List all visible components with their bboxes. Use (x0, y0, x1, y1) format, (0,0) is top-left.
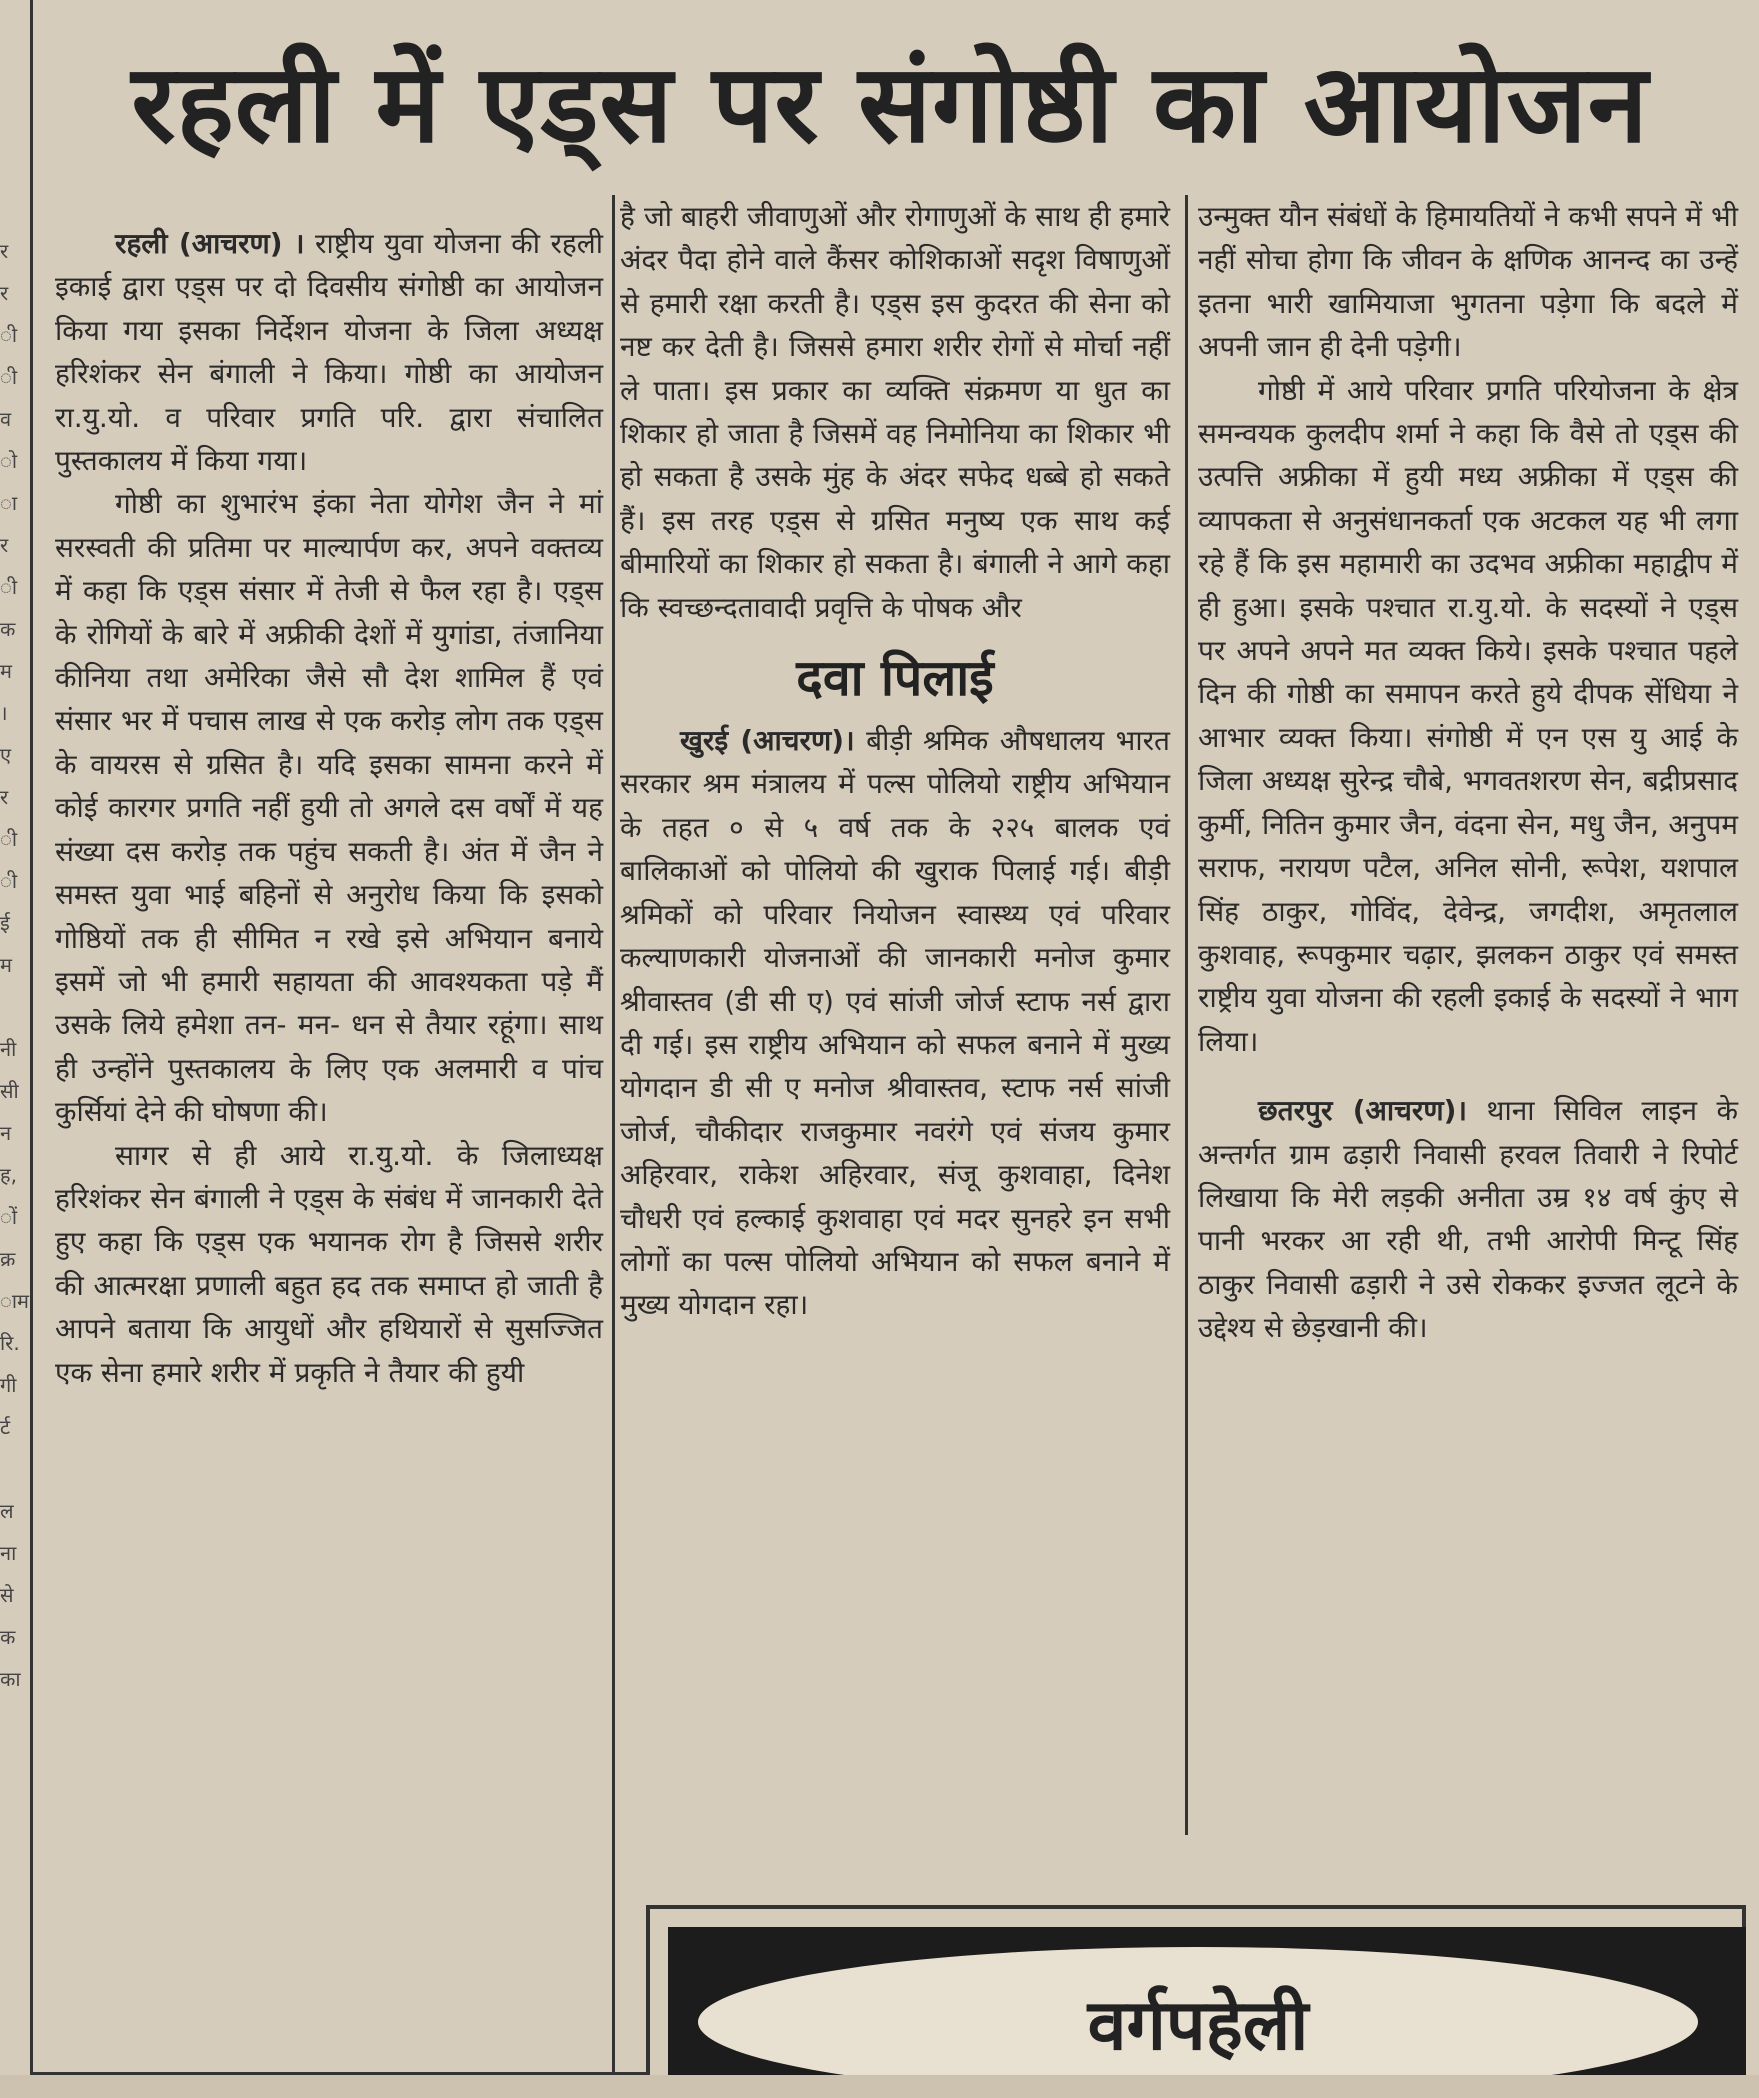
stub-fragment: । (0, 701, 8, 725)
paragraph: है जो बाहरी जीवाणुओं और रोगाणुओं के साथ ही हमारे अंदर पैदा होने वाले कैंसर कोशिकाओं सदृश विषाणुओं से हमारी रक्षा करती है। एड्स इस कुदरत की सेना को नष्ट कर देती है। जिससे हमारा शरीर रोगों से मोर्चा नहीं ले पाता। इस प्रकार का व्यक्ति संक्रमण या धुत का शिकार हो जाता है जिसमें वह निमोनिया का शिकार भी हो सकता है उसके मुंह के अंदर सफेद धब्बे हो सकते हैं। इस तरह एड्स से ग्रसित मनुष्य एक साथ कई बीमारियों का शिकार हो सकता है। बंगाली ने आगे कहा कि स्वच्छन्दतावादी प्रवृत्ति के पोषक और (620, 200, 1170, 624)
stub-fragment: ो (0, 449, 18, 473)
stub-fragment: ी (0, 365, 18, 389)
stub-fragment: नी (0, 1037, 17, 1061)
bottom-edge (0, 2075, 1759, 2098)
paragraph: गोष्ठी का शुभारंभ इंका नेता योगेश जैन ने मां सरस्वती की प्रतिमा पर माल्यार्पण कर, अपने वक्तव्य में कहा कि एड्स संसार में तेजी से फैल रहा है। एड्स के रोगियों के बारे में अफ्रीकी देशों में युगांडा, तंजानिया कीनिया तथा अमेरिका जैसे सौ देश शामिल हैं एवं संसार भर में पचास लाख से एक करोड़ लोग तक एड्स के वायरस से ग्रसित है। यदि इसका सामना करने में कोई कारगर प्रगति नहीं हुयी तो अगले दस वर्षों में यह संख्या दस करोड़ तक पहुंच सकती है। अंत में जैन ने समस्त युवा भाई बहिनों से अनुरोध किया कि इसको गोष्ठियों तक ही सीमित न रखे इसे अभियान बनाये इसमें जो भी हमारी सहायता की आवश्यकता पड़े मैं उसके लिये हमेशा तन- मन- धन से तैयार रहूंगा। साथ ही उन्होंने पुस्तकालय के लिए एक अलमारी व पांच कुर्सियां देने की घोषणा की। (55, 487, 603, 1129)
stub-fragment: से (0, 1583, 14, 1607)
stub-fragment: ी (0, 575, 18, 599)
paragraph: उन्मुक्त यौन संबंधों के हिमायतियों ने कभी सपने में भी नहीं सोचा होगा कि जीवन के क्षणिक आनन्द का उन्हें इतना भारी खामियाजा भुगतना पड़ेगा कि बदले में अपनी जान ही देनी पड़ेगी। (1198, 200, 1738, 364)
stub-fragment: म (0, 659, 12, 683)
stub-fragment: ी (0, 827, 18, 851)
dateline-chhatarpur: छतरपुर (आचरण)। (1258, 1094, 1468, 1128)
dateline-khurai: खुरई (आचरण)। (680, 724, 855, 758)
stub-fragment (0, 1448, 26, 1490)
article-column-2 (620, 195, 1170, 1327)
column-rule-1 (612, 195, 615, 2075)
stub-fragment: ों (0, 1205, 18, 1229)
stub-fragment: ल (0, 1499, 14, 1523)
stub-fragment: ए (0, 743, 12, 767)
stub-fragment: ी (0, 323, 18, 347)
stub-fragment: म (0, 953, 12, 977)
left-border-rule (30, 0, 33, 2075)
column-rule-2 (1185, 195, 1188, 1835)
stub-fragment: र (0, 785, 9, 809)
stub-fragment: क (0, 617, 16, 641)
paragraph: गोष्ठी में आये परिवार प्रगति परियोजना के क्षेत्र समन्वयक कुलदीप शर्मा ने कहा कि वैसे तो एड्स की उत्पत्ति अफ्रीका में हुयी मध्य अफ्रीका में एड्स की व्यापकता से अनुसंधानकर्ता एक अटकल यह भी लगा रहे हैं कि इस महामारी का उदभव अफ्रीका महाद्वीप में ही हुआ। इसके पश्चात रा.यु.यो. के सदस्यों ने एड्स पर अपने अपने मत व्यक्त किये। इसके पश्चात पहले दिन की गोष्ठी का समापन करते हुये दीपक सेंधिया ने आभार व्यक्त किया। संगोष्ठी में एन एस यु आई के जिला अध्यक्ष सुरेन्द्र चौबे, भगवतशरण सेन, बद्रीप्रसाद कुर्मी, नितिन कुमार जैन, वंदना सेन, मधु जैन, अनुपम सराफ, नरायण पटैल, अनिल सोनी, रूपेश, यशपाल सिंह ठाकुर, गोविंद, देवेन्द्र, जगदीश, अमृतलाल कुशवाह, रूपकुमार चढ़ार, झलकन ठाकुर एवं समस्त राष्ट्रीय युवा योजना की रहली इकाई के सदस्यों ने भाग लिया। (1198, 373, 1738, 1058)
dateline-rahli: रहली (आचरण) । (115, 227, 305, 260)
stub-fragment: ना (0, 1541, 17, 1565)
subheadline: दवा पिलाई (796, 649, 994, 708)
crossword-band (668, 1927, 1746, 2098)
stub-fragment: ह, (0, 1163, 17, 1187)
paragraph: बीड़ी श्रमिक औषधालय भारत सरकार श्रम मंत्रालय में पल्स पोलियो राष्ट्रीय अभियान के तहत ० से ५ वर्ष तक के २२५ बालक एवं बालिकाओं को पोलियो की खुराक पिलाई गई। बीड़ी श्रमिकों को परिवार नियोजन स्वास्थ्य एवं परिवार कल्याणकारी योजनाओं की जानकारी मनोज कुमार श्रीवास्तव (डी सी ए) एवं सांजी जोर्ज स्टाफ नर्स द्वारा दी गई। इस राष्ट्रीय अभियान को सफल बनाने में मुख्य योगदान डी सी ए मनोज श्रीवास्तव, स्टाफ नर्स सांजी जोर्ज, चौकीदार राजकुमार नवरंगे एवं संजय कुमार अहिरवार, राकेश अहिरवार, संजू कुशवाहा, दिनेश चौधरी एवं हल्काई कुशवाहा एवं मदर सुनहरे इन सभी लोगों का पल्स पोलियो अभियान को सफल बनाने में मुख्य योगदान रहा। (620, 724, 1171, 1322)
stub-fragment: र (0, 239, 9, 263)
paragraph: थाना सिविल लाइन के अन्तर्गत ग्राम ढड़ारी निवासी हरवल तिवारी ने रिपोर्ट लिखाया कि मेरी लड़की अनीता उम्र १४ वर्ष कुंए से पानी भरकर आ रही थी, तभी आरोपी मिन्टू सिंह ठाकुर निवासी ढड़ारी ने उसे रोककर इज्जत लूटने के उद्देश्य से छेड़खानी की। (1198, 1094, 1738, 1345)
stub-fragment: ाम (0, 1289, 30, 1313)
stub-fragment: क्र (0, 1247, 16, 1271)
stub-fragment: न (0, 1121, 12, 1145)
stub-fragment: र (0, 281, 9, 305)
article-column-1 (55, 222, 603, 1394)
crossword-label: वर्गपहेली (698, 1947, 1698, 2097)
stub-fragment: व (0, 407, 12, 431)
stub-fragment: ी (0, 869, 18, 893)
stub-fragment: गी (0, 1373, 17, 1397)
stub-fragment: ा (0, 491, 18, 515)
article-column-3 (1198, 195, 1738, 1350)
stub-fragment: रि. (0, 1331, 20, 1355)
side-stub-column (0, 230, 30, 1990)
stub-fragment: का (0, 1667, 21, 1691)
stub-fragment (0, 986, 26, 1028)
paragraph: सागर से ही आये रा.यु.यो. के जिलाध्यक्ष हरिशंकर सेन बंगाली ने एड्स के संबंध में जानकारी देते हुए कहा कि एड्स एक भयानक रोग है जिससे शरीर की आत्मरक्षा प्रणाली बहुत हद तक समाप्त हो जाती है आपने बताया कि आयुधों और हथियारों से सुसज्जित एक सेना हमारे शरीर में प्रकृति ने तैयार की हुयी (55, 1138, 603, 1389)
stub-fragment: ई (0, 911, 10, 935)
stub-fragment: र (0, 533, 9, 557)
headline: रहली में एड्स पर संगोष्ठी का आयोजन (131, 42, 1649, 167)
stub-fragment: सी (0, 1079, 19, 1103)
paragraph: राष्ट्रीय युवा योजना की रहली इकाई द्वारा एड्स पर दो दिवसीय संगोष्ठी का आयोजन किया गया इसका निर्देशन योजना के जिला अध्यक्ष हरिशंकर सेन बंगाली ने किया। गोष्ठी का आयोजन रा.यु.यो. व परिवार प्रगति परि. द्वारा संचालित पुस्तकालय में किया गया। (55, 227, 603, 478)
stub-fragment: र्ट (0, 1415, 11, 1439)
crossword-box (646, 1905, 1746, 2098)
stub-fragment: क (0, 1625, 16, 1649)
